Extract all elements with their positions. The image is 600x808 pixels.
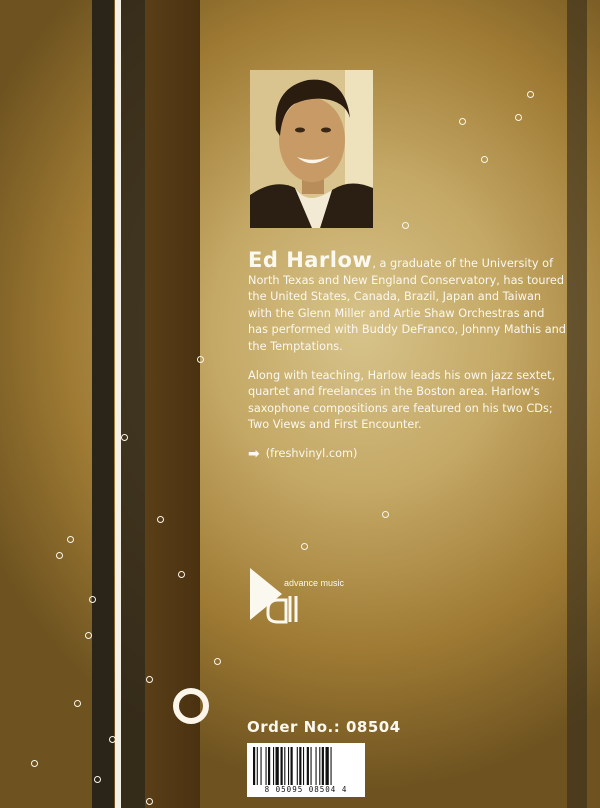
order-number: Order No.: 08504 (247, 718, 401, 736)
author-bio (248, 248, 566, 463)
decorative-ring (481, 156, 488, 163)
arrow-right-icon: ➡ (248, 446, 260, 463)
bio-paragraph-2: Along with teaching, Harlow leads his own jazz sextet, quartet and freelances in the Boston area. Harlow's saxophone compositions are featured on his two CDs; Two Views and First Encounter. (248, 368, 556, 432)
decorative-ring (527, 91, 534, 98)
author-photo (250, 70, 373, 228)
decorative-ring (94, 776, 101, 783)
barcode-bars-icon (253, 747, 359, 785)
decorative-ring (109, 736, 116, 743)
decorative-ring (382, 511, 389, 518)
decorative-ring (121, 434, 128, 441)
portrait-graphic (250, 70, 373, 228)
decorative-ring (301, 543, 308, 550)
decorative-ring (197, 356, 204, 363)
right-stripe (567, 0, 587, 808)
decorative-ring (146, 676, 153, 683)
decorative-ring (402, 222, 409, 229)
decorative-ring (515, 114, 522, 121)
dark-stripe (92, 0, 114, 808)
decorative-ring (459, 118, 466, 125)
bio-paragraph-1 (248, 248, 566, 356)
barcode-number: 8 05095 08504 4 (264, 785, 348, 794)
decorative-ring (146, 798, 153, 805)
website-link-row (248, 446, 566, 463)
decorative-ring (214, 658, 221, 665)
advance-music-logo-icon (248, 566, 388, 626)
decorative-ring (74, 700, 81, 707)
decorative-ring (178, 571, 185, 578)
brown-stripe (145, 0, 200, 808)
author-name: Ed Harlow (248, 248, 373, 272)
large-decorative-ring (173, 688, 209, 724)
website-link[interactable]: (freshvinyl.com) (265, 446, 358, 460)
decorative-ring (67, 536, 74, 543)
dark-stripe-inner (121, 0, 145, 808)
decorative-ring (157, 516, 164, 523)
decorative-ring (56, 552, 63, 559)
bio-paragraph-1-text: , a graduate of the University of North Texas and New England Conservatory, has toured the United States, Canada, Brazil, Japan and Taiwan with the Glenn Miller and Artie Shaw Orchestras and has performed with Buddy DeFranco, Johnny Mathis and the Temptations. (248, 257, 566, 353)
decorative-ring (89, 596, 96, 603)
decorative-ring (31, 760, 38, 767)
decorative-ring (85, 632, 92, 639)
barcode (247, 743, 365, 797)
publisher-name: advance music (284, 578, 345, 588)
